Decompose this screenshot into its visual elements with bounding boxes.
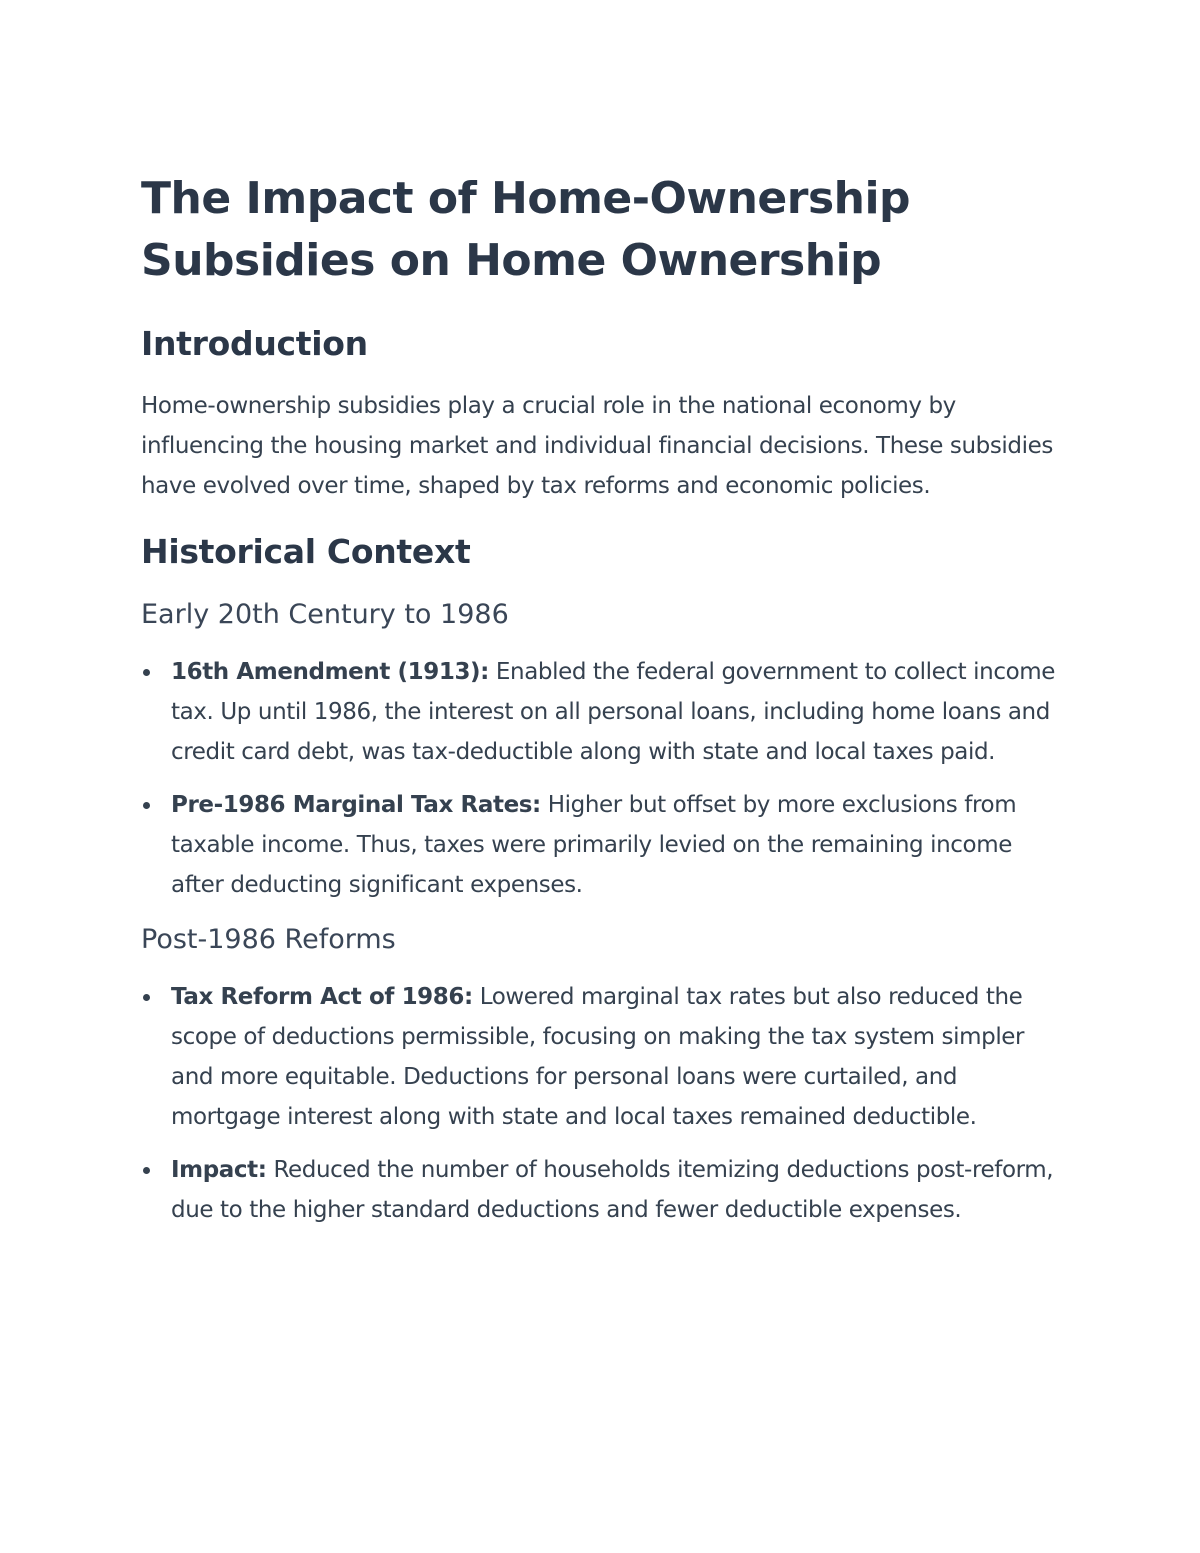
list-item-text: Reduced the number of households itemizing deductions post-reform, due to the higher standard deductions and fewer deductible expenses.	[171, 1157, 1054, 1223]
list-item	[141, 977, 1066, 1137]
document-page	[141, 168, 1066, 1230]
early-period-list	[141, 652, 1066, 905]
list-item-term: Impact:	[171, 1157, 267, 1183]
post-1986-heading: Post-1986 Reforms	[141, 924, 396, 955]
list-item-text: Higher but offset by more exclusions from taxable income. Thus, taxes were primarily levied on the remaining income after deducting significant expenses.	[171, 792, 1017, 898]
bullet-icon	[143, 802, 150, 809]
list-item-term: Tax Reform Act of 1986:	[171, 984, 473, 1010]
list-item-text: Lowered marginal tax rates but also reduced the scope of deductions permissible, focusing on making the tax system simpler and more equitable. Deductions for personal loans were curtailed, and mortgage interest along with state and local taxes remained deductible.	[171, 984, 1025, 1130]
bullet-icon	[143, 669, 150, 676]
bullet-icon	[143, 1167, 150, 1174]
introduction-paragraph: Home-ownership subsidies play a crucial role in the national economy by influencing the housing market and individual financial decisions. These subsidies have evolved over time, shaped by tax reforms and economic policies.	[141, 393, 1053, 499]
early-period-heading: Early 20th Century to 1986	[141, 599, 509, 630]
introduction-heading: Introduction	[141, 324, 368, 363]
list-item-text: Enabled the federal government to collect income tax. Up until 1986, the interest on all personal loans, including home loans and credit card debt, was tax-deductible along with state and local taxes paid.	[171, 659, 1056, 765]
document-title: The Impact of Home-Ownership Subsidies on Home Ownership	[141, 173, 911, 286]
post-1986-list	[141, 977, 1066, 1230]
list-item	[141, 785, 1066, 905]
list-item-term: 16th Amendment (1913):	[171, 659, 489, 685]
list-item-term: Pre-1986 Marginal Tax Rates:	[171, 792, 541, 818]
historical-context-heading: Historical Context	[141, 532, 471, 571]
list-item	[141, 1150, 1066, 1230]
list-item	[141, 652, 1066, 772]
bullet-icon	[143, 994, 150, 1001]
